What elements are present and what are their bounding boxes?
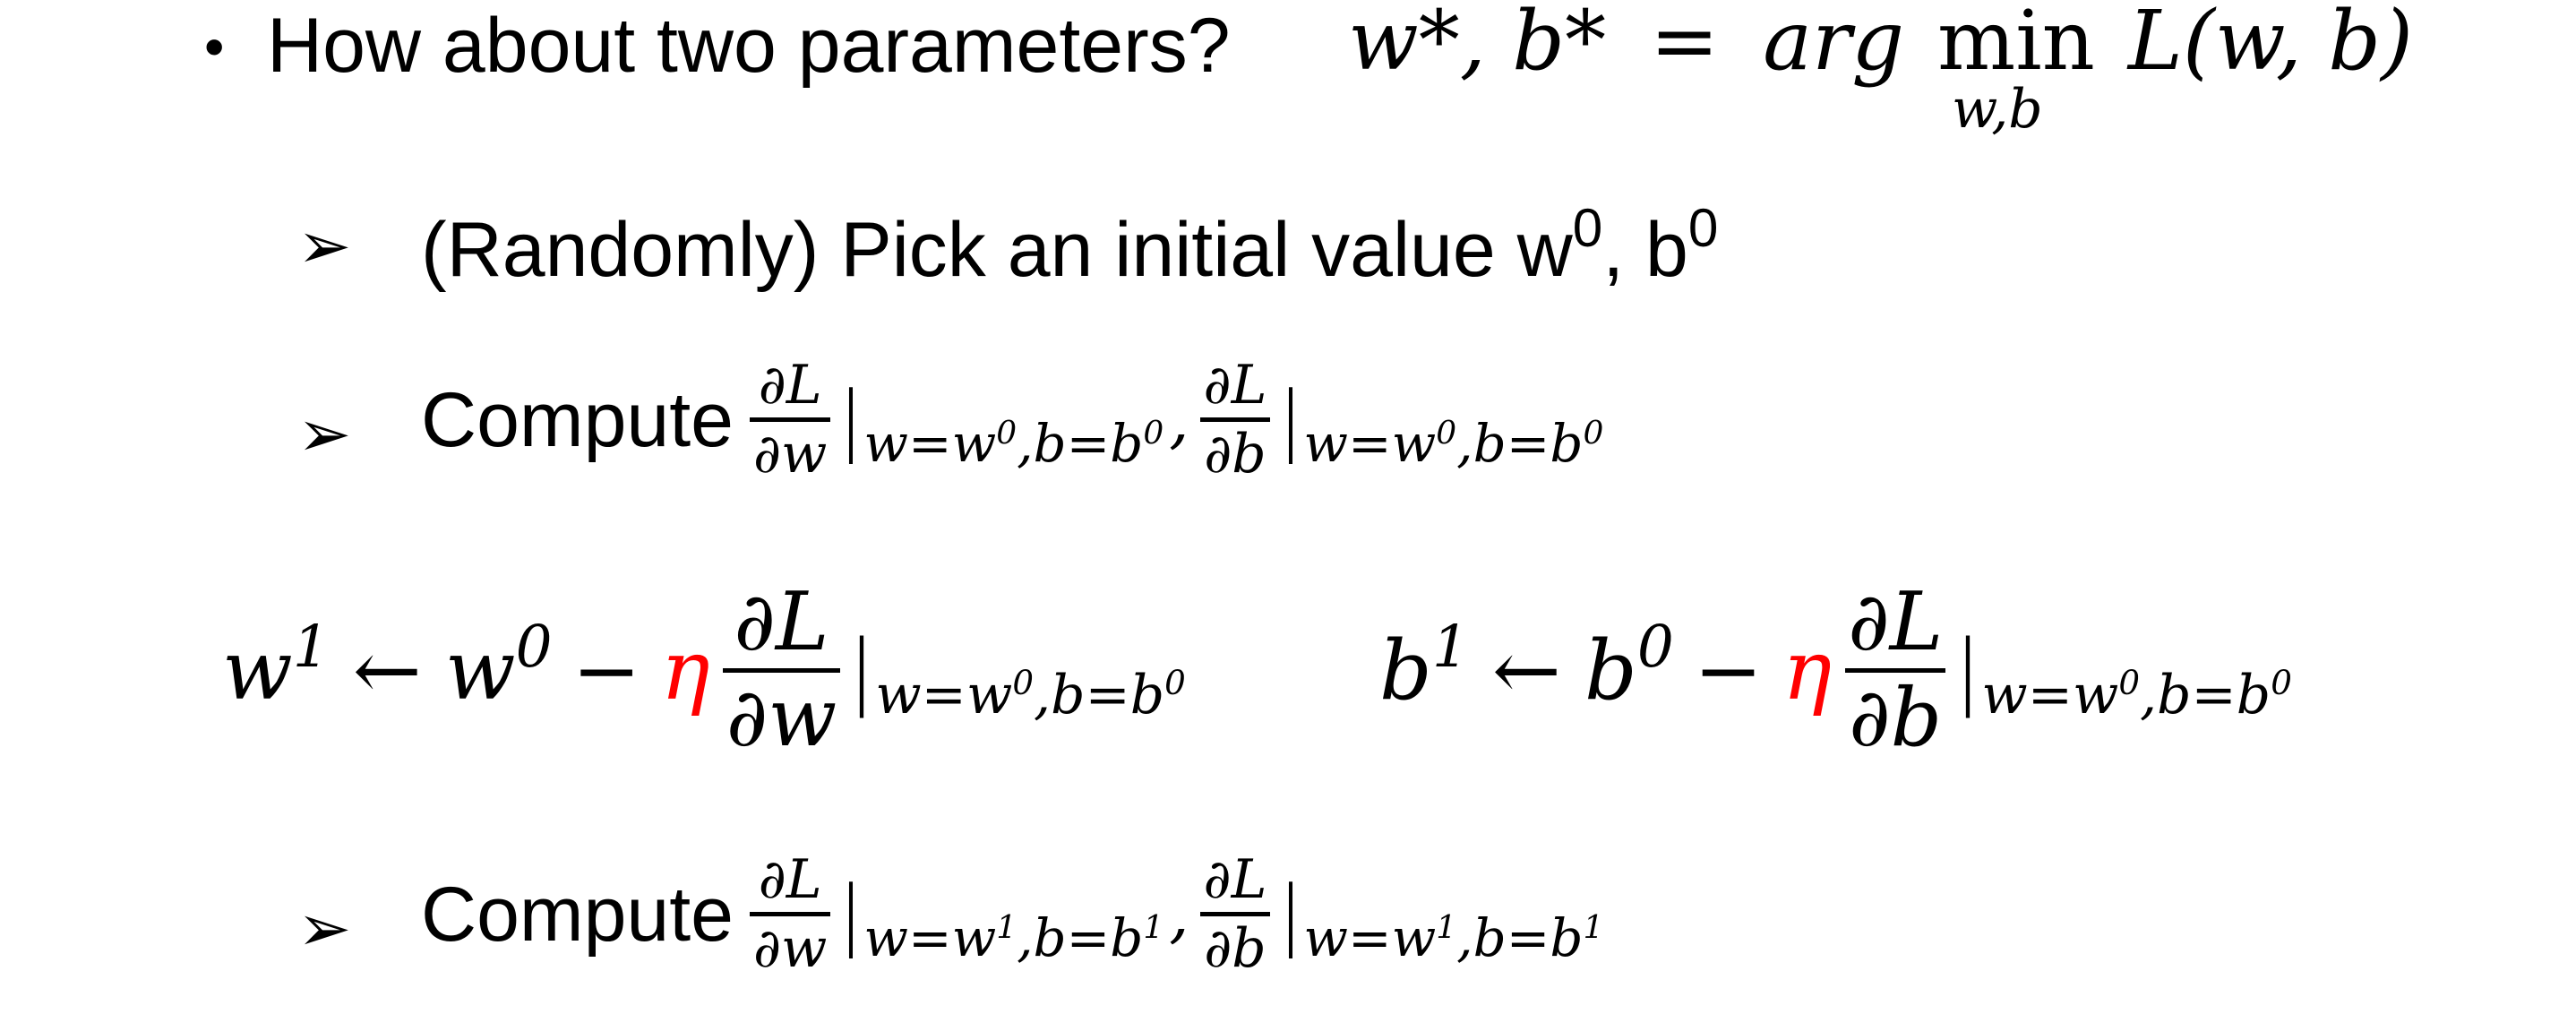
partial-l-b — [1200, 848, 1271, 980]
objective-function: L(w, b) — [2127, 0, 2413, 89]
update-w-equation — [222, 575, 1186, 765]
partial-l-b — [1844, 575, 1946, 765]
step-compute-0 — [421, 354, 1604, 486]
step-compute-1 — [421, 848, 1604, 980]
partial-l-w — [750, 848, 830, 980]
separator-comma: , — [1169, 382, 1189, 457]
step-pick-text — [421, 197, 1719, 293]
evaluation-bar: | — [1953, 622, 1982, 718]
fraction-numerator: ∂L — [1203, 354, 1267, 417]
evaluation-bar: | — [847, 622, 876, 718]
evaluation-condition: $w=w^0,b=b^0$ — [1981, 663, 2292, 726]
pick-b-sup: 0 — [1687, 197, 1719, 258]
objective-equals: = — [1650, 0, 1720, 89]
fraction-numerator: ∂L — [734, 575, 829, 669]
step-compute-1-arrow: ➢ — [297, 890, 352, 966]
learning-rate-eta: η — [660, 622, 710, 718]
step-pick-arrow: ➢ — [297, 208, 352, 283]
evaluation-condition: $w=w^0,b=b^0$ — [863, 412, 1164, 474]
evaluation-condition: $w=w^1,b=b^1$ — [863, 907, 1164, 968]
objective-formula — [1348, 0, 2413, 141]
fraction-denominator: ∂b — [1845, 668, 1945, 759]
partial-l-b — [1200, 354, 1271, 486]
assign-arrow: ← — [352, 622, 422, 718]
partial-l-w — [723, 575, 841, 765]
pick-text: (Randomly) Pick an initial value w — [421, 207, 1573, 293]
objective-lhs: w*, b* — [1348, 0, 1607, 89]
evaluation-condition: $w=w^0,b=b^0$ — [1303, 412, 1604, 474]
compute-label: Compute — [421, 871, 734, 958]
minus-sign: − — [571, 622, 641, 718]
w-new: $w^1$ — [222, 614, 330, 718]
b-new: $b^1$ — [1379, 614, 1469, 718]
evaluation-condition: $w=w^0,b=b^0$ — [875, 663, 1186, 726]
fraction-numerator: ∂L — [1203, 848, 1267, 911]
fraction-denominator: ∂w — [750, 417, 830, 481]
bullet-heading: How about two parameters? — [267, 3, 1231, 89]
compute-label: Compute — [421, 376, 734, 463]
pick-sep: , b — [1602, 207, 1688, 293]
fraction-denominator: ∂w — [750, 912, 830, 975]
evaluation-bar: | — [837, 374, 864, 465]
fraction-denominator: ∂b — [1200, 912, 1269, 975]
fraction-numerator: ∂L — [758, 848, 822, 911]
separator-comma: , — [1169, 877, 1189, 951]
step-compute-0-arrow: ➢ — [297, 396, 352, 471]
minus-sign: − — [1693, 622, 1763, 718]
partial-l-w — [750, 354, 830, 486]
learning-rate-eta: η — [1782, 622, 1833, 718]
evaluation-bar: | — [1277, 374, 1304, 465]
fraction-denominator: ∂w — [723, 668, 841, 759]
evaluation-condition: $w=w^1,b=b^1$ — [1303, 907, 1604, 968]
update-b-equation — [1379, 575, 2292, 765]
evaluation-bar: | — [837, 869, 864, 959]
b-old: $b^0$ — [1584, 614, 1674, 718]
fraction-denominator: ∂b — [1200, 417, 1269, 481]
bullet-dot: • — [204, 14, 225, 79]
objective-min-subscript: w,b — [1951, 78, 2043, 141]
objective-min: min — [1936, 0, 2095, 89]
fraction-numerator: ∂L — [758, 354, 822, 417]
w-old: $w^0$ — [444, 614, 553, 718]
evaluation-bar: | — [1277, 869, 1304, 959]
fraction-numerator: ∂L — [1848, 575, 1944, 669]
pick-w-sup: 0 — [1572, 197, 1603, 258]
objective-arg: arg — [1763, 0, 1904, 89]
assign-arrow: ← — [1491, 622, 1561, 718]
